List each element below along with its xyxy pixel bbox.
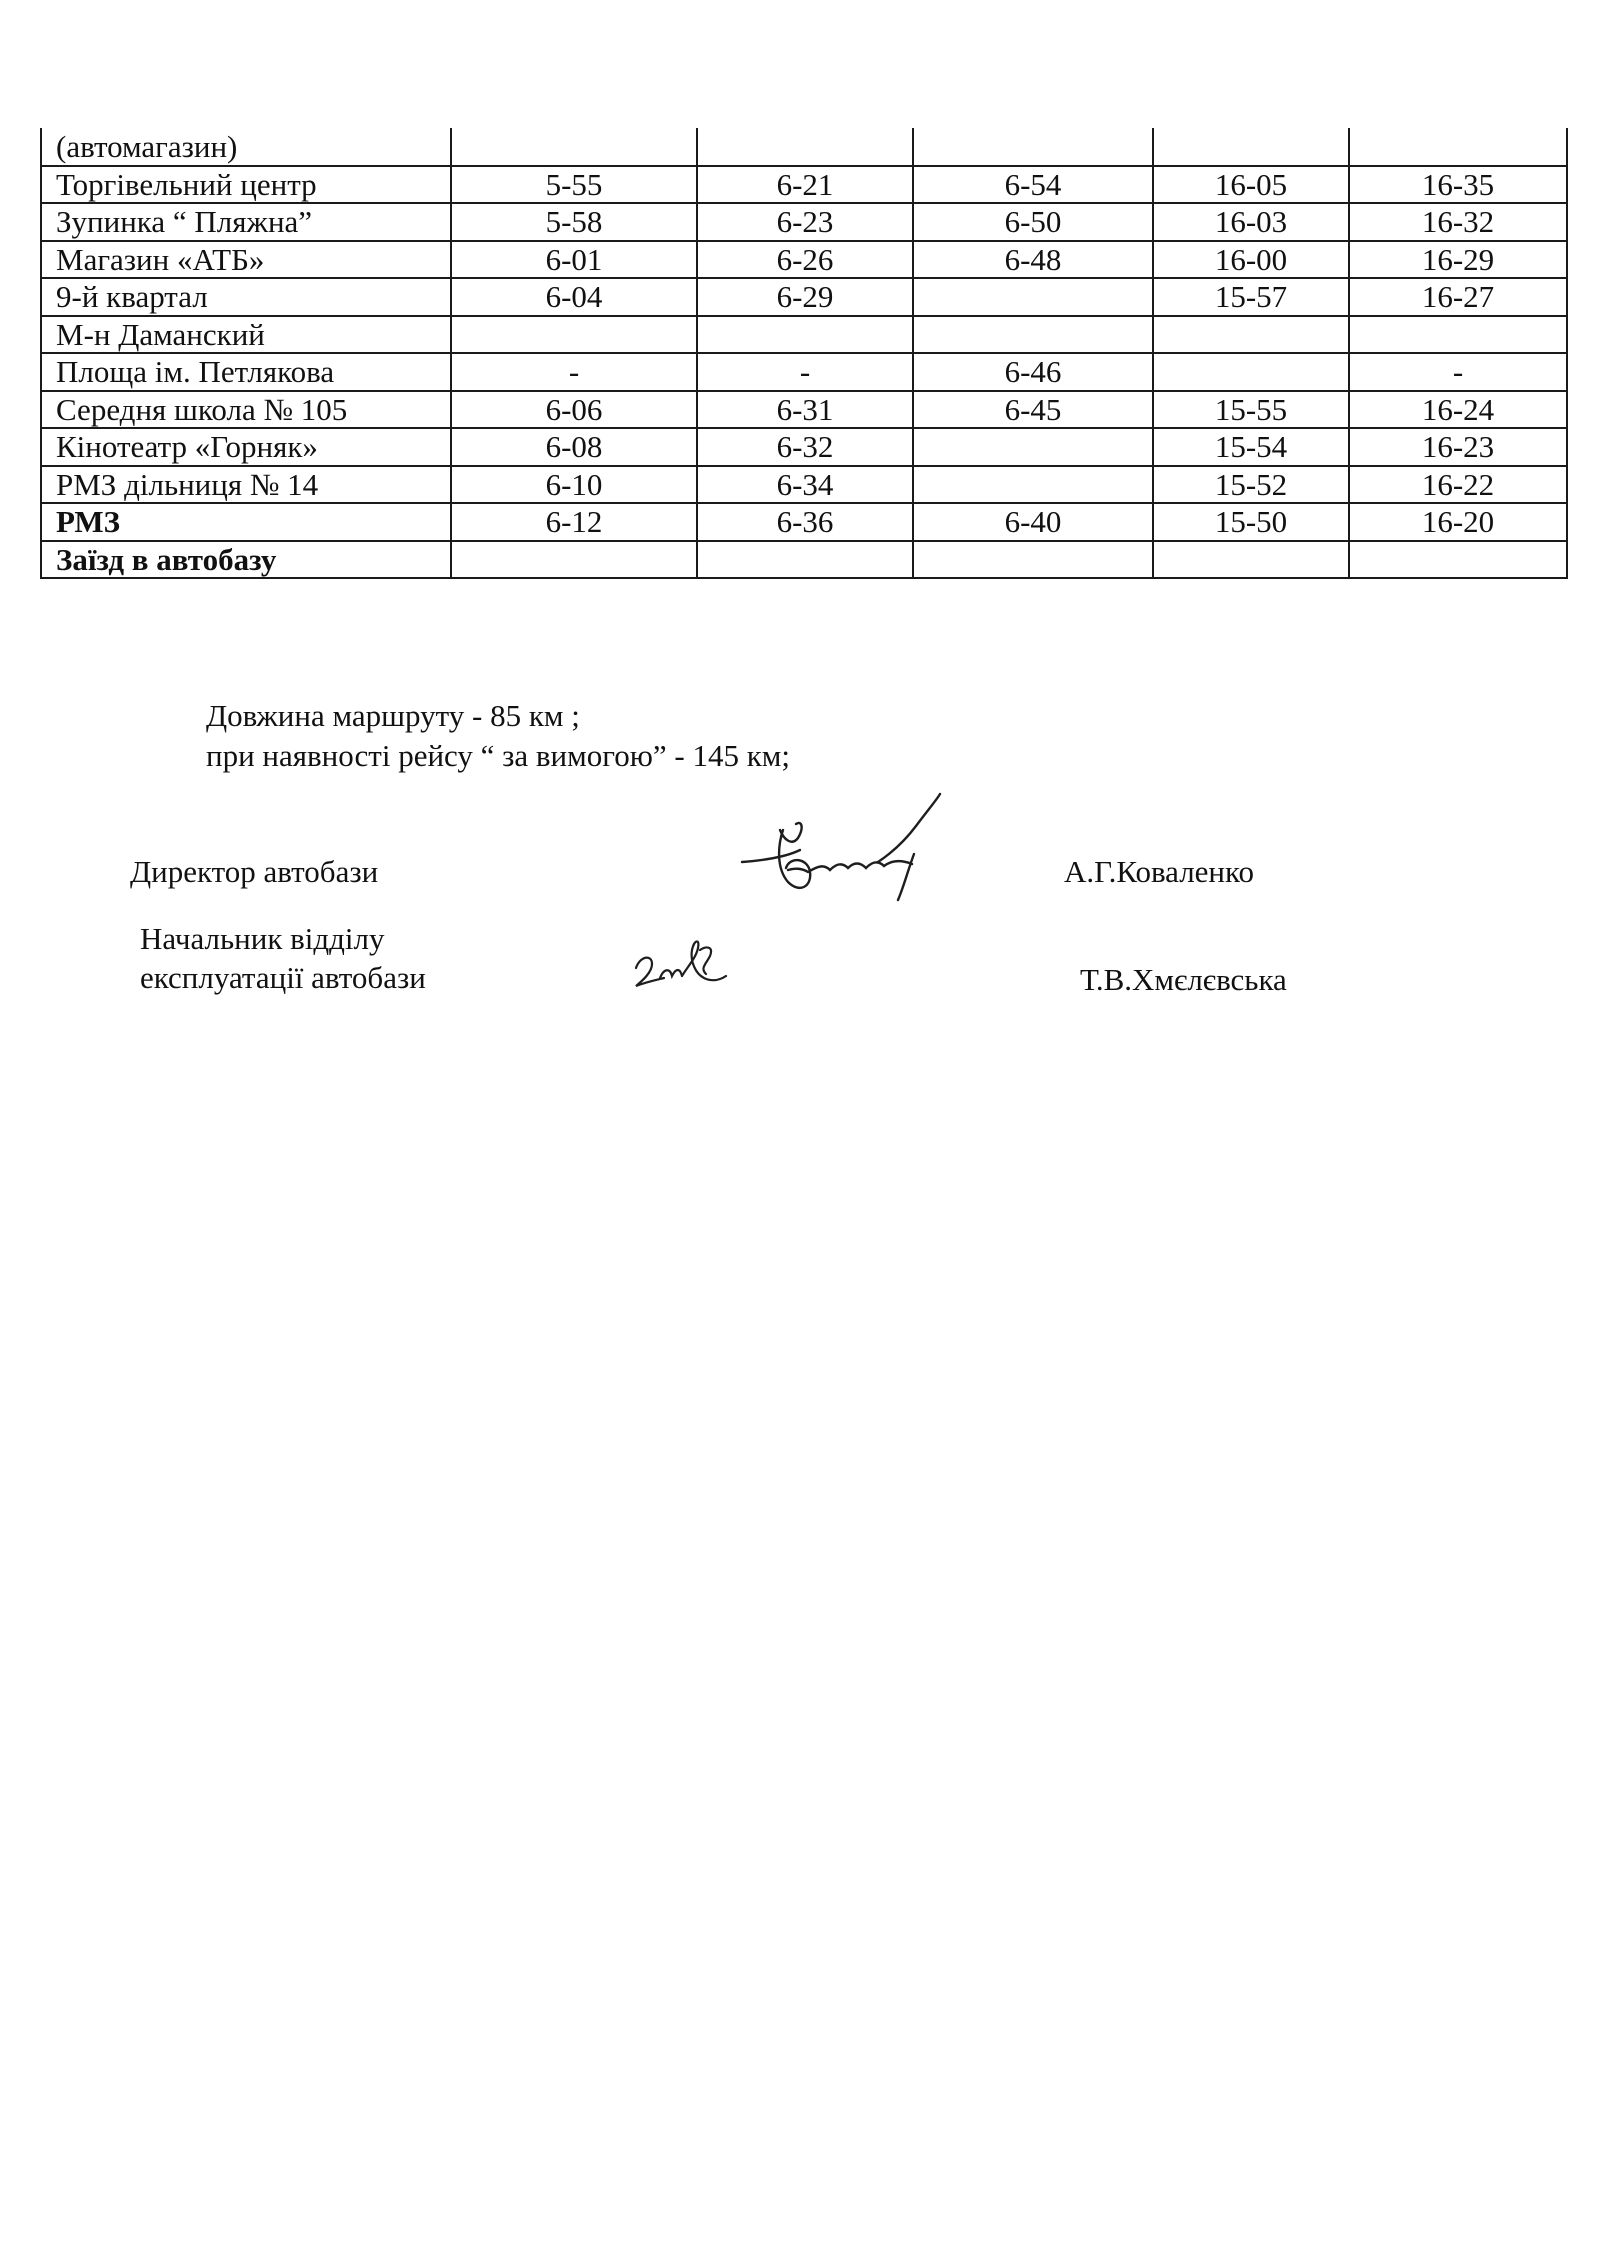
head-title-line2: експлуатації автобази [140, 959, 426, 995]
departure-time-cell: 15-54 [1153, 428, 1349, 466]
departure-time-cell: 6-40 [913, 503, 1153, 541]
departure-time-cell [913, 128, 1153, 166]
director-signature [728, 790, 968, 910]
stop-name-cell: РМЗ [41, 503, 451, 541]
departure-time-cell: 6-32 [697, 428, 913, 466]
stop-name-cell: 9-й квартал [41, 278, 451, 316]
departure-time-cell [913, 278, 1153, 316]
departure-time-cell: 16-27 [1349, 278, 1567, 316]
departure-time-cell [913, 428, 1153, 466]
departure-time-cell: 6-12 [451, 503, 697, 541]
departure-time-cell: 16-35 [1349, 166, 1567, 204]
departure-time-cell: 6-29 [697, 278, 913, 316]
departure-time-cell [697, 316, 913, 354]
departure-time-cell [451, 541, 697, 579]
head-name: Т.В.Хмєлєвська [1080, 962, 1287, 997]
departure-time-cell: 16-32 [1349, 203, 1567, 241]
stop-name-cell: Площа ім. Петлякова [41, 353, 451, 391]
departure-time-cell: 6-10 [451, 466, 697, 504]
head-signature [630, 928, 760, 998]
departure-time-cell: 16-05 [1153, 166, 1349, 204]
departure-time-cell [1153, 316, 1349, 354]
schedule-row [41, 541, 1567, 579]
schedule-row [41, 166, 1567, 204]
departure-time-cell [913, 541, 1153, 579]
departure-time-cell: 6-08 [451, 428, 697, 466]
departure-time-cell: 6-04 [451, 278, 697, 316]
stop-name-cell: М-н Даманский [41, 316, 451, 354]
departure-time-cell: 16-23 [1349, 428, 1567, 466]
stop-name-cell: Заїзд в автобазу [41, 541, 451, 579]
departure-time-cell [451, 316, 697, 354]
departure-time-cell: 6-36 [697, 503, 913, 541]
schedule-row [41, 391, 1567, 429]
departure-time-cell [697, 541, 913, 579]
departure-time-cell [1153, 128, 1349, 166]
departure-time-cell: 16-29 [1349, 241, 1567, 279]
route-length-note: Довжина маршруту - 85 км ; [206, 698, 580, 733]
route-on-demand-note: при наявності рейсу “ за вимогою” - 145 км; [206, 738, 790, 773]
schedule-body [41, 128, 1567, 578]
departure-time-cell: 15-50 [1153, 503, 1349, 541]
departure-time-cell: 6-34 [697, 466, 913, 504]
departure-time-cell [1349, 128, 1567, 166]
departure-time-cell: 15-55 [1153, 391, 1349, 429]
stop-name-cell: Середня школа № 105 [41, 391, 451, 429]
departure-time-cell: - [451, 353, 697, 391]
departure-time-cell: 15-52 [1153, 466, 1349, 504]
departure-time-cell [451, 128, 697, 166]
departure-time-cell [697, 128, 913, 166]
schedule-row [41, 353, 1567, 391]
departure-time-cell: 16-03 [1153, 203, 1349, 241]
departure-time-cell: 6-23 [697, 203, 913, 241]
departure-time-cell: 6-45 [913, 391, 1153, 429]
stop-name-cell: Зупинка “ Пляжна” [41, 203, 451, 241]
director-name: А.Г.Коваленко [1064, 854, 1255, 889]
schedule-row [41, 241, 1567, 279]
stop-name-cell: РМЗ дільниця № 14 [41, 466, 451, 504]
stop-name-cell: Кінотеатр «Горняк» [41, 428, 451, 466]
schedule-row [41, 466, 1567, 504]
departure-time-cell [1349, 316, 1567, 354]
schedule-row [41, 316, 1567, 354]
departure-time-cell: 5-58 [451, 203, 697, 241]
departure-time-cell [913, 466, 1153, 504]
departure-time-cell: 6-31 [697, 391, 913, 429]
director-title: Директор автобази [130, 854, 379, 889]
departure-time-cell: 6-06 [451, 391, 697, 429]
departure-time-cell: 5-55 [451, 166, 697, 204]
stop-name-cell: (автомагазин) [41, 128, 451, 166]
departure-time-cell: 6-01 [451, 241, 697, 279]
departure-time-cell: - [1349, 353, 1567, 391]
stop-name-cell: Торгівельний центр [41, 166, 451, 204]
departure-time-cell: 6-21 [697, 166, 913, 204]
departure-time-cell: - [697, 353, 913, 391]
head-title-line1: Начальник відділу [140, 921, 385, 956]
schedule-row [41, 428, 1567, 466]
departure-time-cell [913, 316, 1153, 354]
schedule-row [41, 128, 1567, 166]
head-title [140, 920, 426, 998]
departure-time-cell [1153, 541, 1349, 579]
stop-name-cell: Магазин «АТБ» [41, 241, 451, 279]
departure-time-cell: 6-54 [913, 166, 1153, 204]
schedule-row [41, 503, 1567, 541]
departure-time-cell: 6-46 [913, 353, 1153, 391]
departure-time-cell: 6-48 [913, 241, 1153, 279]
schedule-row [41, 203, 1567, 241]
departure-time-cell: 16-22 [1349, 466, 1567, 504]
departure-time-cell: 16-24 [1349, 391, 1567, 429]
schedule-table [40, 128, 1568, 579]
departure-time-cell: 6-50 [913, 203, 1153, 241]
departure-time-cell: 16-20 [1349, 503, 1567, 541]
departure-time-cell [1349, 541, 1567, 579]
departure-time-cell: 6-26 [697, 241, 913, 279]
departure-time-cell: 16-00 [1153, 241, 1349, 279]
departure-time-cell [1153, 353, 1349, 391]
schedule-row [41, 278, 1567, 316]
departure-time-cell: 15-57 [1153, 278, 1349, 316]
